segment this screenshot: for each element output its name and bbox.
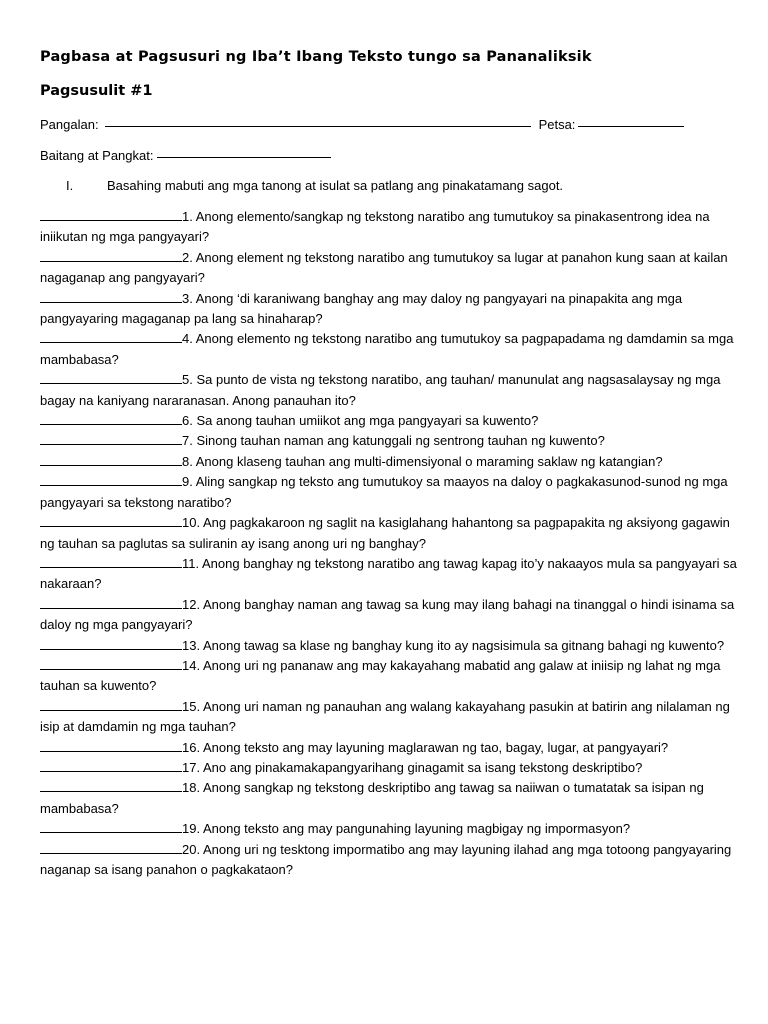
answer-blank[interactable] <box>40 659 182 670</box>
question-item <box>40 758 740 778</box>
question-item <box>40 840 740 881</box>
answer-blank[interactable] <box>40 251 182 262</box>
instruction-text: Basahing mabuti ang mga tanong at isulat sa patlang ang pinakatamang sagot. <box>107 178 564 193</box>
question-item <box>40 656 740 697</box>
question-text: 3. Anong ‘di karaniwang banghay ang may daloy ng pangyayari na pinapakita ang mga pangyayaring magaganap pa lang sa hinaharap? <box>40 290 683 327</box>
date-label: Petsa: <box>538 117 576 132</box>
answer-blank[interactable] <box>40 455 182 466</box>
grade-line[interactable] <box>157 156 331 158</box>
name-label: Pangalan: <box>40 117 99 132</box>
question-text: 4. Anong elemento ng tekstong naratibo ang tumutukoy sa pagpapadama ng damdamin sa mga mambabasa? <box>40 331 734 367</box>
answer-blank[interactable] <box>40 475 182 486</box>
question-item <box>40 738 740 758</box>
answer-blank[interactable] <box>40 843 182 854</box>
answer-blank[interactable] <box>40 332 182 343</box>
question-item <box>40 431 740 451</box>
question-text: 8. Anong klaseng tauhan ang multi-dimensiyonal o maraming saklaw ng katangian? <box>182 453 663 469</box>
question-item <box>40 370 740 411</box>
question-text: 1. Anong elemento/sangkap ng tekstong naratibo ang tumutukoy sa pinakasentrong idea na iniikutan ng mga pangyayari? <box>40 209 710 245</box>
answer-blank[interactable] <box>40 516 182 527</box>
grade-label: Baitang at Pangkat: <box>40 148 154 163</box>
name-date-row <box>40 117 684 132</box>
question-text: 7. Sinong tauhan naman ang katunggali ng sentrong tauhan ng kuwento? <box>182 433 605 449</box>
grade-row <box>40 148 331 163</box>
question-text: 15. Anong uri naman ng panauhan ang walang kakayahang pasukin at batirin ang nilalaman ng isip at damdamin ng mga tauhan? <box>40 698 730 735</box>
question-item <box>40 697 740 738</box>
question-text: 16. Anong teksto ang may layuning maglarawan ng tao, bagay, lugar, at pangyayari? <box>182 739 669 755</box>
question-item <box>40 595 740 636</box>
question-item <box>40 778 740 819</box>
question-item <box>40 452 740 472</box>
question-item <box>40 248 740 289</box>
instruction <box>66 178 563 193</box>
question-text: 19. Anong teksto ang may pangunahing layuning magbigay ng impormasyon? <box>182 821 631 837</box>
answer-blank[interactable] <box>40 557 182 568</box>
question-text: 12. Anong banghay naman ang tawag sa kung may ilang bahagi na tinanggal o hindi isinama sa daloy ng mga pangyayari? <box>40 596 735 633</box>
question-text: 20. Anong uri ng tesktong impormatibo ang may layuning ilahad ang mga totoong pangyayaring naganap sa isang panahon o pagkakataon? <box>40 841 732 877</box>
answer-blank[interactable] <box>40 741 182 752</box>
question-item <box>40 329 740 370</box>
question-item <box>40 819 740 839</box>
question-item <box>40 207 740 248</box>
answer-blank[interactable] <box>40 781 182 792</box>
answer-blank[interactable] <box>40 292 182 303</box>
question-item <box>40 411 740 431</box>
answer-blank[interactable] <box>40 373 182 384</box>
question-text: 18. Anong sangkap ng tekstong deskriptibo ang tawag sa naiiwan o tumatatak sa isipan ng mambabasa? <box>40 780 704 816</box>
answer-blank[interactable] <box>40 598 182 609</box>
document-title: Pagbasa at Pagsusuri ng Iba’t Ibang Teksto tungo sa Pananaliksik <box>40 49 592 65</box>
question-text: 11. Anong banghay ng tekstong naratibo ang tawag kapag ito’y nakaayos mula sa pangyayari sa nakaraan? <box>40 555 737 592</box>
question-text: 10. Ang pagkakaroon ng saglit na kasiglahang hahantong sa pagpapakita ng aksiyong gagawin ng tauhan sa paglutas sa suliranin ay isang anong uri ng banghay? <box>40 515 730 551</box>
quiz-title: Pagsusulit #1 <box>40 83 153 99</box>
instruction-number: I. <box>66 178 74 193</box>
question-item <box>40 554 740 595</box>
date-line[interactable] <box>578 125 684 127</box>
question-text: 14. Anong uri ng pananaw ang may kakayahang mabatid ang galaw at iniisip ng lahat ng mga tauhan sa kuwento? <box>40 657 721 694</box>
question-text: 13. Anong tawag sa klase ng banghay kung ito ay nagsisimula sa gitnang bahagi ng kuwento? <box>182 637 725 653</box>
answer-blank[interactable] <box>40 761 182 772</box>
question-item <box>40 636 740 656</box>
question-text: 6. Sa anong tauhan umiikot ang mga pangyayari sa kuwento? <box>182 413 539 429</box>
question-text: 17. Ano ang pinakamakapangyarihang ginagamit sa isang tekstong deskriptibo? <box>182 759 643 775</box>
answer-blank[interactable] <box>40 700 182 711</box>
answer-blank[interactable] <box>40 822 182 833</box>
answer-blank[interactable] <box>40 414 182 425</box>
question-text: 2. Anong element ng tekstong naratibo ang tumutukoy sa lugar at panahon kung saan at kailan nagaganap ang pangyayari? <box>40 249 728 286</box>
answer-blank[interactable] <box>40 210 182 221</box>
question-text: 9. Aling sangkap ng teksto ang tumutukoy sa maayos na daloy o pagkakasunod-sunod ng mga pangyayari sa tekstong naratibo? <box>40 474 728 510</box>
question-item <box>40 289 740 330</box>
name-line[interactable] <box>105 125 531 127</box>
question-item <box>40 513 740 554</box>
question-text: 5. Sa punto de vista ng tekstong naratibo, ang tauhan/ manunulat ang nagsasalaysay ng mga bagay na kaniyang nararanasan. Anong panauhan ito? <box>40 372 721 408</box>
question-item <box>40 472 740 513</box>
answer-blank[interactable] <box>40 639 182 650</box>
answer-blank[interactable] <box>40 434 182 445</box>
question-list <box>40 207 740 880</box>
